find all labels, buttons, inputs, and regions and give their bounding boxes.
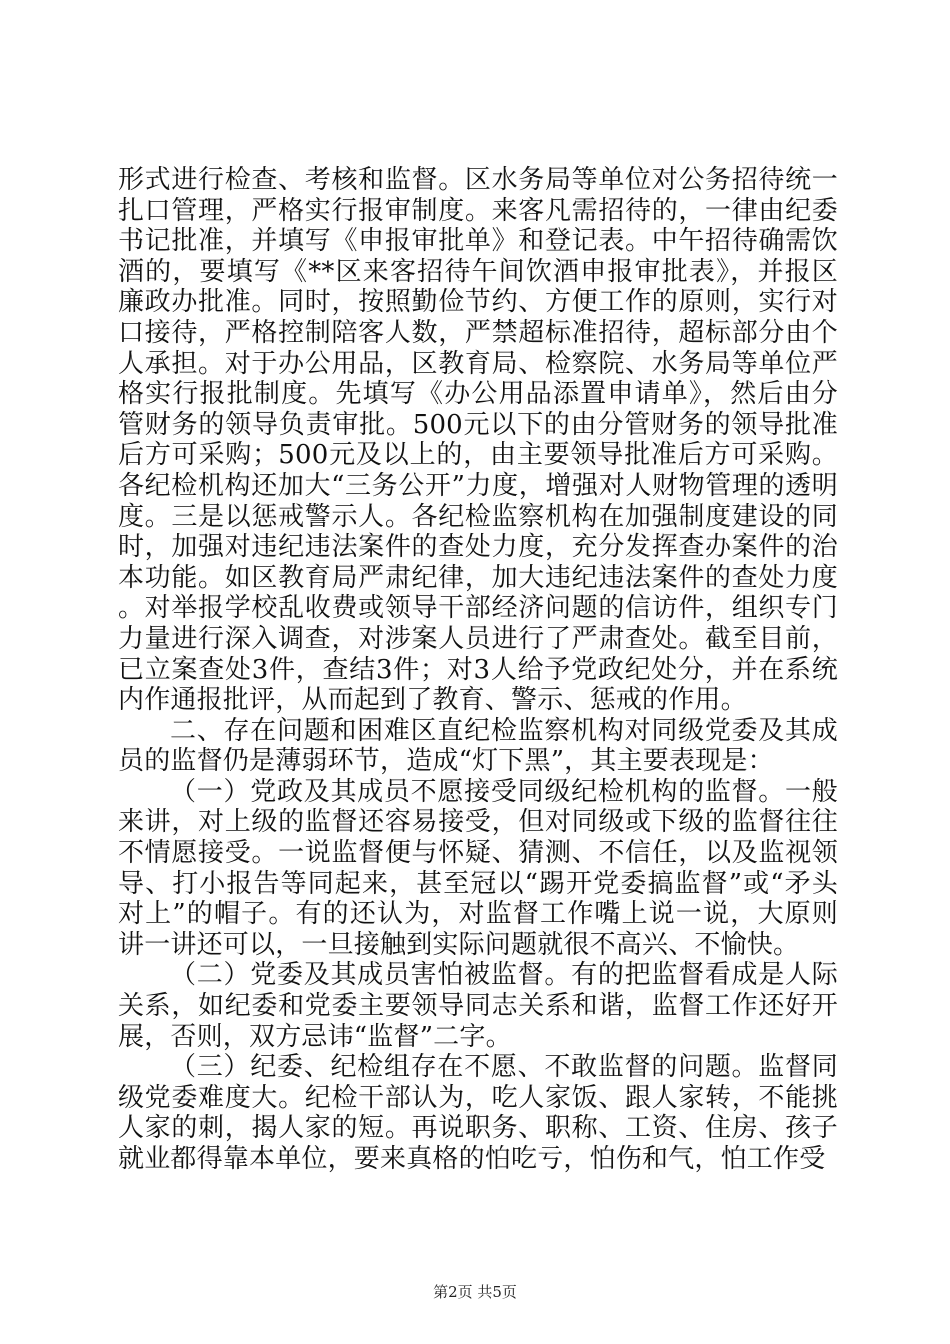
paragraph-5: （三）纪委、纪检组存在不愿、不敢监督的问题。监督同级党委难度大。纪检干部认为，吃人家饭、跟人家转，不能挑人家的刺，揭人家的短。再说职务、职称、工资、住房、孩子就业都得靠本单位，要来真格的怕吃亏，怕伤和气，怕工作受 [118, 1052, 838, 1174]
document-body [118, 165, 838, 1175]
page-footer [0, 1283, 950, 1301]
paragraph-3: （一）党政及其成员不愿接受同级纪检机构的监督。一般来讲，对上级的监督还容易接受，但对同级或下级的监督往往不情愿接受。一说监督便与怀疑、猜测、不信任，以及监视领导、打小报告等同起来，甚至冠以“踢开党委搞监督”或“矛头对上”的帽子。有的还认为，对监督工作嘴上说一说，大原则讲一讲还可以，一旦接触到实际问题就很不高兴、不愉快。 [118, 776, 838, 960]
paragraph-1: 形式进行检查、考核和监督。区水务局等单位对公务招待统一扎口管理，严格实行报审制度。来客凡需招待的，一律由纪委书记批准，并填写《申报审批单》和登记表。中午招待确需饮酒的，要填写《**区来客招待午间饮酒申报审批表》，并报区廉政办批准。同时，按照勤俭节约、方便工作的原则，实行对口接待，严格控制陪客人数，严禁超标准招待，超标部分由个人承担。对于办公用品，区教育局、检察院、水务局等单位严格实行报批制度。先填写《办公用品添置申请单》，然后由分管财务的领导负责审批。500元以下的由分管财务的领导批准后方可采购；500元及以上的，由主要领导批准后方可采购。各纪检机构还加大“三务公开”力度，增强对人财物管理的透明度。三是以惩戒警示人。各纪检监察机构在加强制度建设的同时，加强对违纪违法案件的查处力度，充分发挥查办案件的治本功能。如区教育局严肃纪律，加大违纪违法案件的查处力度。对举报学校乱收费或领导干部经济问题的信访件，组织专门力量进行深入调查，对涉案人员进行了严肃查处。截至目前，已立案查处3件，查结3件；对3人给予党政纪处分，并在系统内作通报批评，从而起到了教育、警示、惩戒的作用。 [118, 165, 838, 716]
paragraph-2: 二、存在问题和困难区直纪检监察机构对同级党委及其成员的监督仍是薄弱环节，造成“灯下黑”，其主要表现是： [118, 715, 838, 777]
paragraph-4: （二）党委及其成员害怕被监督。有的把监督看成是人际关系，如纪委和党委主要领导同志关系和谐，监督工作还好开展，否则，双方忌讳“监督”二字。 [118, 960, 838, 1052]
page-number-label: 第2页 共5页 [433, 1283, 517, 1301]
